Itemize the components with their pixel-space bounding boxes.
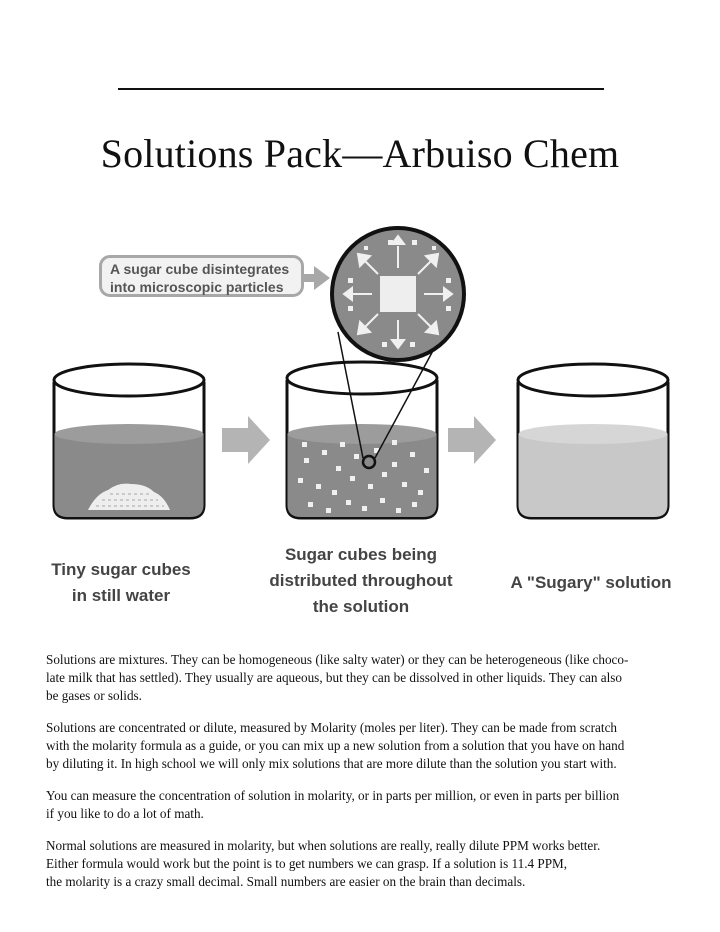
- beaker-still-water: [54, 364, 204, 518]
- callout-box: [99, 255, 304, 297]
- caption-line: in still water: [71, 586, 171, 605]
- caption-distributed: [246, 542, 476, 620]
- caption-line: Sugar cubes being: [284, 545, 438, 564]
- magnified-particles-circle: [332, 228, 464, 360]
- callout-line-2: into microscopic particles: [110, 279, 284, 295]
- callout-line-1: A sugar cube disintegrates: [110, 261, 290, 277]
- caption-line: Tiny sugar cubes: [51, 560, 191, 579]
- dissolving-sugar-illustration: [36, 222, 686, 627]
- paragraph-molarity: Solutions are concentrated or dilute, measured by Molarity (moles per liter). They can be made from scratch with the molarity formula as a guide, or you can mix up a new solution from a solution that you have on hand by diluting it. In high school we will only mix solutions that are more dilute than the solution you start with.: [46, 720, 625, 771]
- caption-still-water: [36, 557, 206, 609]
- callout-arrow-icon: [304, 266, 330, 290]
- arrow-right-icon: [448, 416, 496, 464]
- paragraph-mixtures: Solutions are mixtures. They can be homogeneous (like salty water) or they can be heterogeneous (like choco- late milk that has settled). They usually are aqueous, but they can be dissolved in other liquids. They can also be gases or solids.: [46, 652, 629, 703]
- name-blank-line: [118, 88, 604, 90]
- paragraph-concentration-units: You can measure the concentration of solution in molarity, or in parts per million, or even in parts per billion if you like to do a lot of math.: [46, 788, 620, 821]
- caption-line: distributed throughout: [269, 571, 453, 590]
- arrow-right-icon: [222, 416, 270, 464]
- beaker-sugary-solution: [518, 364, 668, 518]
- paragraph-ppm: Normal solutions are measured in molarity, but when solutions are really, really dilute PPM works better. Either formula would work but the point is to get numbers we can grasp. If a solution is 11.4 PPM, the molarity is a crazy small decimal. Small numbers are easier on the brain than decimals.: [46, 838, 601, 889]
- caption-sugary-solution: A "Sugary" solution: [510, 573, 672, 592]
- page-title: Solutions Pack—Arbuiso Chem: [100, 131, 620, 176]
- body-text: [46, 651, 678, 905]
- caption-line: the solution: [312, 597, 410, 616]
